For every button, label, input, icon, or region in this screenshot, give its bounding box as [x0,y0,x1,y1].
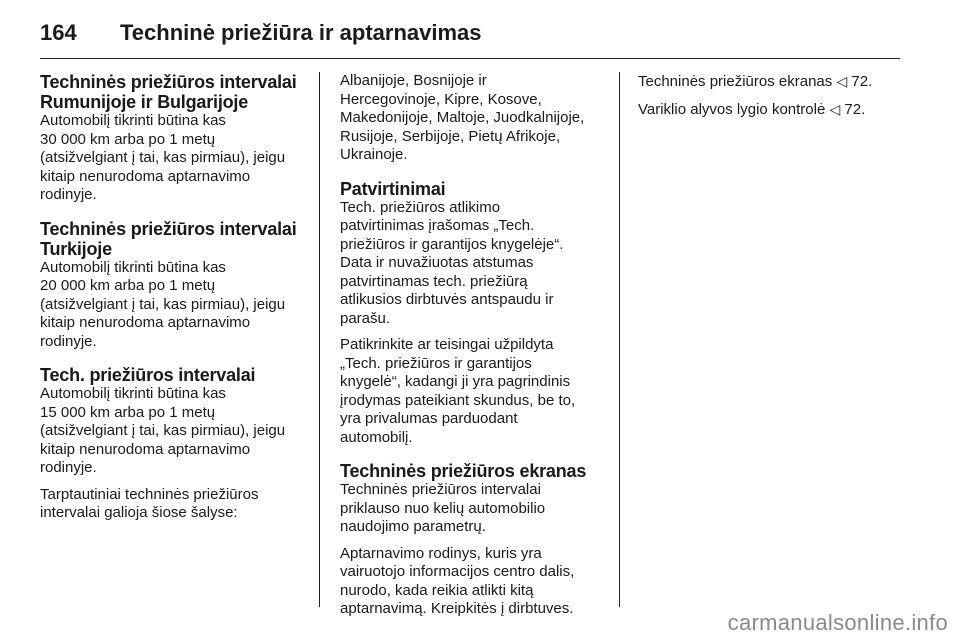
cross-reference[interactable] [638,100,908,120]
cross-reference-text: Variklio alyvos lygio kontrolė [638,100,830,118]
cross-reference-page: 72. [840,100,866,118]
section-body: Automobilį tikrinti būtina kas 30 000 km arba po 1 metų (atsižvelgiant į tai, kas pirmiau), jeigu kitaip nenurodoma aptarnavimo rodinyje. [40,112,286,203]
page-number: 164 [40,20,77,45]
section-romania-bulgaria [40,72,310,205]
column-1 [40,72,310,537]
header-rule [40,58,900,59]
section-body: Techninės priežiūros intervalai priklauso nuo kelių automobilio naudojimo parametrų. [340,481,546,535]
column-3 [638,72,908,119]
section-body: Tech. priežiūros atlikimo patvirtinimas įrašomas „Tech. priežiūros ir garantijos knygelėje“. Data ir nuvažiuotas atstumas patvirtinamas tech. priežiūrą atlikusios dirbtuvės antspaudu ir parašu. [340,198,564,327]
country-list: Albanijoje, Bosnijoje ir Hercegovinoje, Kipre, Kosove, Makedonijoje, Maltoje, Juodkalnijoje, Rusijoje, Serbijoje, Pietų Afrikoje, Ukrainoje. [340,72,585,163]
page-ref-arrow-icon: ◁ [836,73,848,89]
column-divider-1 [319,72,320,607]
page-ref-arrow-icon: ◁ [829,100,841,117]
section-confirmations [340,179,610,448]
section-service-intervals [40,365,310,523]
column-divider-2 [619,72,620,607]
watermark: carmanualsonline.info [727,610,948,635]
section-turkey [40,219,310,352]
section-heading: Tech. priežiūros intervalai [40,365,256,385]
column-2 [340,72,610,633]
section-body: Tarptautiniai techninės priežiūros intervalai galioja šiose šalyse: [40,485,259,521]
section-heading: Techninės priežiūros ekranas [340,461,587,481]
section-heading: Techninės priežiūros intervalai Turkijoje [40,218,297,259]
cross-reference[interactable] [638,72,908,92]
cross-reference-text: Techninės priežiūros ekranas [638,73,837,90]
page-title: Techninė priežiūra ir aptarnavimas [120,20,482,45]
section-heading: Patvirtinimai [340,178,446,199]
section-body: Automobilį tikrinti būtina kas 20 000 km arba po 1 metų (atsižvelgiant į tai, kas pirmiau), jeigu kitaip nenurodoma aptarnavimo rodinyje. [40,258,286,350]
section-service-display [340,461,610,619]
section-body: Patikrinkite ar teisingai užpildyta „Tech. priežiūros ir garantijos knygelė“, kadangi ji yra pagrindinis įrodymas pateikiant skundus, be to, yra privalumas parduodant automobilį. [340,336,576,446]
cross-reference-page: 72. [847,73,873,90]
section-body: Automobilį tikrinti būtina kas 15 000 km arba po 1 metų (atsižvelgiant į tai, kas pirmiau), jeigu kitaip nenurodoma aptarnavimo rodinyje. [40,385,286,476]
section-heading: Techninės priežiūros intervalai Rumunijoje ir Bulgarijoje [40,72,297,112]
section-body: Aptarnavimo rodinys, kuris yra vairuotojo informacijos centro dalis, nurodo, kada reikia atlikti kitą aptarnavimą. Kreipkitės į dirbtuves. [340,544,575,617]
page-header [40,20,900,60]
